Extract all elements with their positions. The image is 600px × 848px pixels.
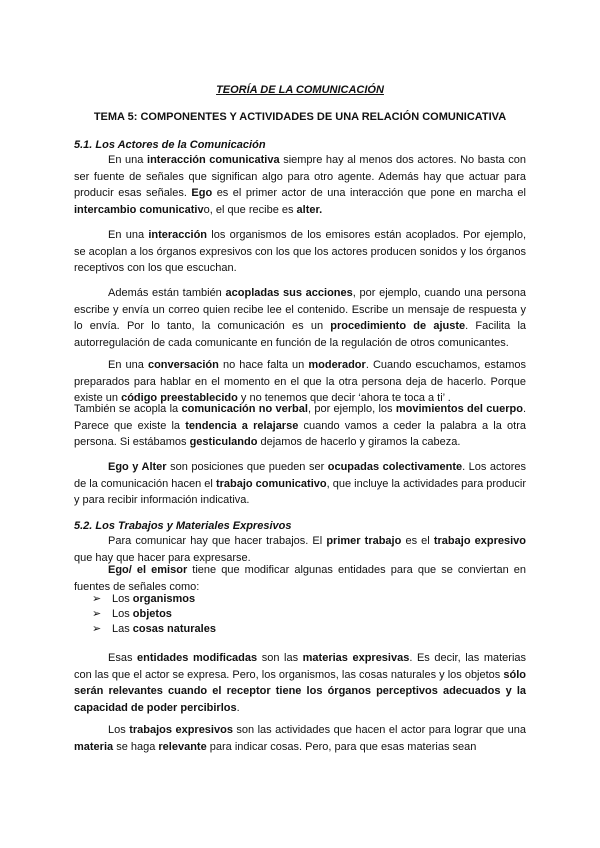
paragraph-10: Los trabajos expresivos son las actividades que hacen el actor para lograr que una materia se haga relevante para indicar cosas. Pero, para que esas materias sean (74, 724, 526, 753)
paragraph-4: En una conversación no hace falta un moderador. Cuando escuchamos, estamos preparados para hablar en el momento en el que la otra persona deja de hacerlo. Porque existe un código preestablecido y no tenemos que decir ‘ahora te toca a ti’ . (74, 359, 526, 405)
section-heading-5-2: 5.2. Los Trabajos y Materiales Expresivos (74, 520, 292, 532)
section-heading-5-1: 5.1. Los Actores de la Comunicación (74, 139, 266, 151)
bullet-list (92, 592, 216, 637)
paragraph-8: Ego/ el emisor tiene que modificar algunas entidades para que se conviertan en fuentes de señales como: (74, 564, 526, 593)
arrow-bullet-icon: ➢ (92, 593, 102, 605)
document-title: TEORÍA DE LA COMUNICACIÓN (216, 84, 384, 96)
paragraph-9: Esas entidades modificadas son las materias expresivas. Es decir, las materias con las que el actor se expresa. Pero, los organismos, las cosas naturales y los objetos sólo serán relevantes cuando el receptor tiene los órganos perceptivos adecuados y la capacidad de poder percibirlos. (74, 652, 527, 714)
paragraph-6: Ego y Alter son posiciones que pueden ser ocupadas colectivamente. Los actores de la comunicación hacen el trabajo comunicativo, que incluye la actividades para producir y para recibir información indicativa. (74, 461, 527, 507)
arrow-bullet-icon: ➢ (92, 608, 102, 620)
paragraph-7: Para comunicar hay que hacer trabajos. El primer trabajo es el trabajo expresivo que hay que hacer para expresarse. (74, 535, 527, 564)
list-item: ➢ Las cosas naturales (92, 623, 216, 635)
paragraph-1: En una interacción comunicativa siempre hay al menos dos actores. No basta con ser fuente de señales que significan algo para otro agente. Además hay que actuar para producir esas señales. Ego es el primer actor de una interacción que pone en marcha el intercambio comunicativo, el que recibe es alter. (74, 154, 527, 216)
paragraph-2: En una interacción los organismos de los emisores están acoplados. Por ejemplo, se acoplan a los órganos expresivos con los que los actores producen sonidos y los órganos receptivos con los que escuchan. (74, 229, 526, 275)
paragraph-3: Además están también acopladas sus acciones, por ejemplo, cuando una persona escribe y envía un correo quien recibe lee el contenido. Escribe un mensaje de respuesta y lo envía. Por lo tanto, la comunicación es un procedimiento de ajuste. Facilita la autorregulación de cada comunicante en función de la regulación de otros comunicantes. (74, 287, 527, 349)
list-item: ➢ Los objetos (92, 608, 172, 620)
paragraph-5: También se acopla la comunicación no verbal, por ejemplo, los movimientos del cuerpo. Parece que existe la tendencia a relajarse cuando vamos a ceder la palabra a la otra persona. Si estábamos gesticulando dejamos de hacerlo y giramos la cabeza. (74, 403, 526, 449)
arrow-bullet-icon: ➢ (92, 623, 102, 635)
list-item: ➢ Los organismos (92, 593, 196, 605)
document-subtitle: TEMA 5: COMPONENTES Y ACTIVIDADES DE UNA RELACIÓN COMUNICATIVA (93, 111, 507, 123)
